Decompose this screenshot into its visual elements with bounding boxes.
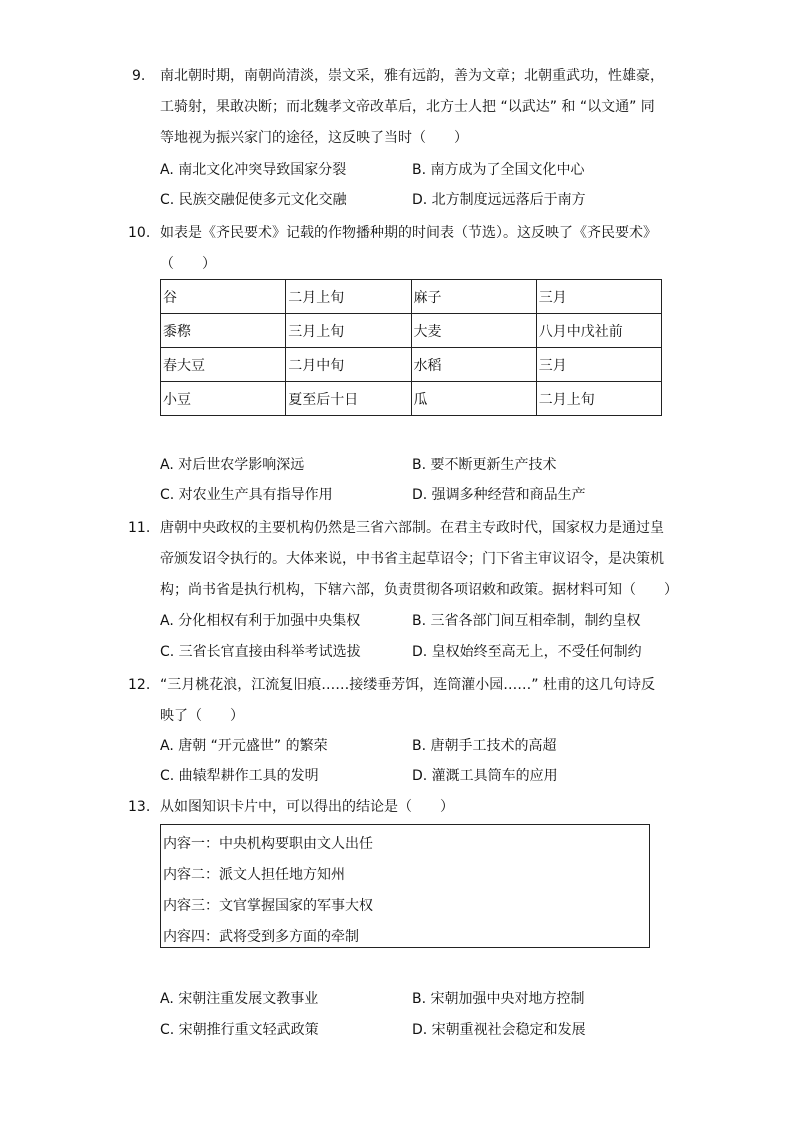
question-stem <box>160 513 678 606</box>
option-d[interactable]: D. 皇权始终至高无上，不受任何制约 <box>412 644 642 660</box>
table-cell: 瓜 <box>411 382 536 416</box>
question-number: 9. <box>132 68 146 84</box>
table-cell: 谷 <box>161 280 286 314</box>
table-cell: 小豆 <box>161 382 286 416</box>
question-number: 13. <box>128 799 151 815</box>
stem-line: 映了（ ） <box>160 708 244 724</box>
table-row <box>161 314 662 348</box>
stem-line: 构；尚书省是执行机构，下辖六部，负责贯彻各项诏敕和政策。据材料可知（ ） <box>160 582 678 598</box>
table-cell: 八月中戊社前 <box>536 314 661 348</box>
table-cell: 黍穄 <box>161 314 286 348</box>
table-row <box>161 280 662 314</box>
table-cell: 夏至后十日 <box>286 382 411 416</box>
option-d[interactable]: D. 灌溉工具筒车的应用 <box>412 768 558 784</box>
option-a[interactable]: A. 南北文化冲突导致国家分裂 <box>160 162 347 178</box>
card-item: 内容二：派文人担任地方知州 <box>163 867 345 883</box>
question-number: 11. <box>128 520 151 536</box>
table-cell: 三月 <box>536 280 661 314</box>
question-number: 10. <box>128 225 151 241</box>
option-b[interactable]: B. 三省各部门间互相牵制，制约皇权 <box>412 613 641 629</box>
table-cell: 麻子 <box>411 280 536 314</box>
option-c[interactable]: C. 对农业生产具有指导作用 <box>160 487 333 503</box>
option-a[interactable]: A. 唐朝 “开元盛世” 的繁荣 <box>160 738 328 754</box>
table-cell: 春大豆 <box>161 348 286 382</box>
option-c[interactable]: C. 三省长官直接由科举考试选拔 <box>160 644 361 660</box>
table-cell: 三月 <box>536 348 661 382</box>
stem-line: 从如图知识卡片中，可以得出的结论是（ ） <box>160 799 454 815</box>
stem-line: （ ） <box>160 256 216 272</box>
option-b[interactable]: B. 要不断更新生产技术 <box>412 457 557 473</box>
question-stem <box>160 218 670 280</box>
stem-line: “三月桃花浪，江流复旧痕……接缕垂芳饵，连筒灌小园……” 杜甫的这几句诗反 <box>160 677 655 693</box>
knowledge-card <box>160 824 650 948</box>
card-item: 内容四：武将受到多方面的牵制 <box>163 929 359 945</box>
table-cell: 二月中旬 <box>286 348 411 382</box>
stem-line: 如表是《齐民要术》记载的作物播种期的时间表（节选）。这反映了《齐民要术》 <box>160 225 657 241</box>
option-d[interactable]: D. 宋朝重视社会稳定和发展 <box>412 1022 586 1038</box>
stem-line: 等地视为振兴家门的途径，这反映了当时（ ） <box>160 130 468 146</box>
option-c[interactable]: C. 民族交融促使多元文化交融 <box>160 192 347 208</box>
option-d[interactable]: D. 北方制度远远落后于南方 <box>412 192 586 208</box>
stem-line: 帝颁发诏令执行的。大体来说，中书省主起草诏令；门下省主审议诏令，是决策机 <box>160 551 664 567</box>
table-cell: 二月上旬 <box>286 280 411 314</box>
stem-line: 工骑射，果敢决断；而北魏孝文帝改革后，北方士人把 “以武达” 和 “以文通” 同 <box>160 99 655 115</box>
question-stem <box>160 61 670 154</box>
option-a[interactable]: A. 对后世农学影响深远 <box>160 457 305 473</box>
option-c[interactable]: C. 宋朝推行重文轻武政策 <box>160 1022 319 1038</box>
option-a[interactable]: A. 宋朝注重发展文教事业 <box>160 991 319 1007</box>
question-number: 12. <box>128 677 151 693</box>
option-a[interactable]: A. 分化相权有利于加强中央集权 <box>160 613 361 629</box>
table-row <box>161 382 662 416</box>
sowing-schedule-table <box>160 279 662 416</box>
stem-line: 南北朝时期，南朝尚清淡，崇文采，雅有远韵，善为文章；北朝重武功，性雄豪， <box>160 68 664 84</box>
table-cell: 三月上旬 <box>286 314 411 348</box>
card-item: 内容三：文官掌握国家的军事大权 <box>163 898 373 914</box>
option-c[interactable]: C. 曲辕犁耕作工具的发明 <box>160 768 319 784</box>
card-item: 内容一：中央机构要职由文人出任 <box>163 836 373 852</box>
option-b[interactable]: B. 南方成为了全国文化中心 <box>412 162 585 178</box>
table-cell: 大麦 <box>411 314 536 348</box>
table-row <box>161 348 662 382</box>
table-cell: 二月上旬 <box>536 382 661 416</box>
stem-line: 唐朝中央政权的主要机构仍然是三省六部制。在君主专政时代，国家权力是通过皇 <box>160 520 664 536</box>
option-d[interactable]: D. 强调多种经营和商品生产 <box>412 487 586 503</box>
question-stem <box>160 670 670 732</box>
option-b[interactable]: B. 唐朝手工技术的高超 <box>412 738 557 754</box>
option-b[interactable]: B. 宋朝加强中央对地方控制 <box>412 991 585 1007</box>
table-cell: 水稻 <box>411 348 536 382</box>
question-stem <box>160 792 670 823</box>
